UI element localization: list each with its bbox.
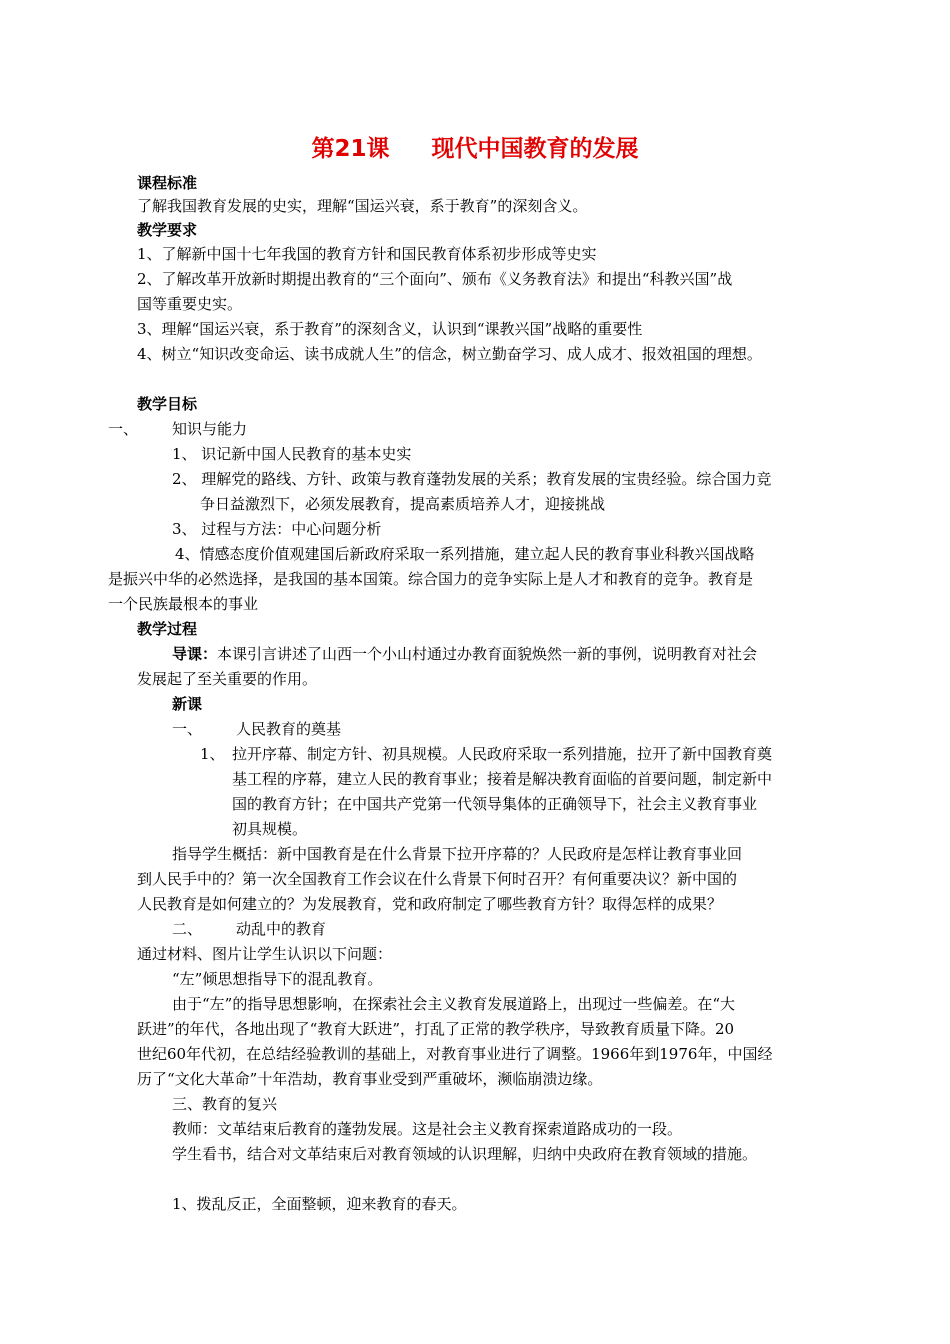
requirement-2-cont: 国等重要史实。 xyxy=(137,295,243,313)
section-2-paragraph: 由于“左”的指导思想影响，在探索社会主义教育发展道路上，出现过一些偏差。在“大 xyxy=(172,995,736,1013)
intro-text: 本课引言讲述了山西一个小山村通过办教育面貌焕然一新的事例，说明教育对社会 xyxy=(217,645,758,663)
page-title xyxy=(0,133,950,165)
curriculum-standard-text: 了解我国教育发展的史实，理解“国运兴衰，系于教育”的深刻含义。 xyxy=(137,197,588,215)
section-1-item-cont: 基工程的序幕，建立人民的教育事业；接着是解决教育面临的首要问题，制定新中 xyxy=(232,770,773,788)
guide-paragraph-cont2: 人民教育是如何建立的？为发展教育，党和政府制定了哪些教育方针？取得怎样的成果？ xyxy=(137,895,723,913)
section-3-teacher: 教师：文革结束后教育的蓬勃发展。这是社会主义教育探索道路成功的一段。 xyxy=(172,1120,683,1138)
lesson-name: 现代中国教育的发展 xyxy=(431,136,639,162)
requirement-1: 1、了解新中国十七年我国的教育方针和国民教育体系初步形成等史实 xyxy=(137,245,597,263)
section-2-label: 动乱中的教育 xyxy=(236,920,327,938)
section-1-item-number: 1、 xyxy=(200,745,225,763)
section-1-item-cont3: 初具规模。 xyxy=(232,820,308,838)
section-3-item-1: 1、拨乱反正，全面整顿，迎来教育的春天。 xyxy=(172,1195,467,1213)
guide-paragraph: 指导学生概括：新中国教育是在什么背景下拉开序幕的？人民政府是怎样让教育事业回 xyxy=(172,845,743,863)
goal-section-1 xyxy=(108,418,138,440)
goal-1: 1、 识记新中国人民教育的基本史实 xyxy=(172,445,412,463)
goal-4: 4、情感态度价值观建国后新政府采取一系列措施，建立起人民的教育事业科教兴国战略 xyxy=(175,545,755,563)
section-1-item-cont2: 国的教育方针；在中国共产党第一代领导集体的正确领导下，社会主义教育事业 xyxy=(232,795,758,813)
curriculum-standard-heading: 课程标准 xyxy=(137,174,198,192)
goal-section-1-label: 知识与能力 xyxy=(172,420,248,438)
teaching-process-heading: 教学过程 xyxy=(137,620,198,638)
section-3-heading: 三、教育的复兴 xyxy=(172,1095,278,1113)
requirement-2: 2、了解改革开放新时期提出教育的“三个面向”、颁布《义务教育法》和提出“科教兴国”战 xyxy=(137,270,733,288)
section-1-item: 拉开序幕、制定方针、初具规模。人民政府采取一系列措施，拉开了新中国教育奠 xyxy=(232,745,773,763)
intro-paragraph xyxy=(172,643,757,665)
teaching-requirements-heading: 教学要求 xyxy=(137,221,198,239)
section-1-number: 一、 xyxy=(172,720,203,738)
section-2-paragraph-cont3: 历了“文化大革命”十年浩劫，教育事业受到严重破坏，濒临崩溃边缘。 xyxy=(137,1070,603,1088)
section-1-label: 人民教育的奠基 xyxy=(236,720,342,738)
goal-4-cont2: 一个民族最根本的事业 xyxy=(108,595,259,613)
section-2-paragraph-cont2: 世纪60年代初，在总结经验教训的基础上，对教育事业进行了调整。1966年到1976年，中国经 xyxy=(137,1045,773,1063)
section-3-student: 学生看书，结合对文革结束后对教育领域的认识理解，归纳中央政府在教育领域的措施。 xyxy=(172,1145,758,1163)
section-2-number: 二、 xyxy=(172,920,203,938)
goal-2: 2、 理解党的路线、方针、政策与教育蓬勃发展的关系；教育发展的宝贵经验。综合国力竞 xyxy=(172,470,772,488)
lesson-number: 第21课 xyxy=(311,136,390,162)
section-2-paragraph-cont: 跃进”的年代，各地出现了“教育大跃进”，打乱了正常的教学秩序，导致教育质量下降。20 xyxy=(137,1020,735,1038)
section-2-intro: 通过材料、图片让学生认识以下问题： xyxy=(137,945,393,963)
intro-label: 导课： xyxy=(172,645,218,663)
goal-3: 3、 过程与方法：中心问题分析 xyxy=(172,520,382,538)
intro-paragraph-cont: 发展起了至关重要的作用。 xyxy=(137,670,318,688)
requirement-4: 4、树立“知识改变命运、读书成就人生”的信念，树立勤奋学习、成人成才、报效祖国的理想。 xyxy=(137,345,762,363)
requirement-3: 3、理解“国运兴衰，系于教育”的深刻含义，认识到“课教兴国”战略的重要性 xyxy=(137,320,643,338)
teaching-goals-heading: 教学目标 xyxy=(137,395,198,413)
section-2-subheading: “左”倾思想指导下的混乱教育。 xyxy=(172,970,383,988)
guide-paragraph-cont: 到人民手中的？第一次全国教育工作会议在什么背景下何时召开？有何重要决议？新中国的 xyxy=(137,870,738,888)
new-lesson-heading: 新课 xyxy=(172,695,203,713)
goal-4-cont: 是振兴中华的必然选择，是我国的基本国策。综合国力的竞争实际上是人才和教育的竞争。教育是 xyxy=(108,570,754,588)
goal-section-number: 一、 xyxy=(108,420,139,438)
goal-2-cont: 争日益激烈下，必须发展教育，提高素质培养人才，迎接挑战 xyxy=(200,495,606,513)
